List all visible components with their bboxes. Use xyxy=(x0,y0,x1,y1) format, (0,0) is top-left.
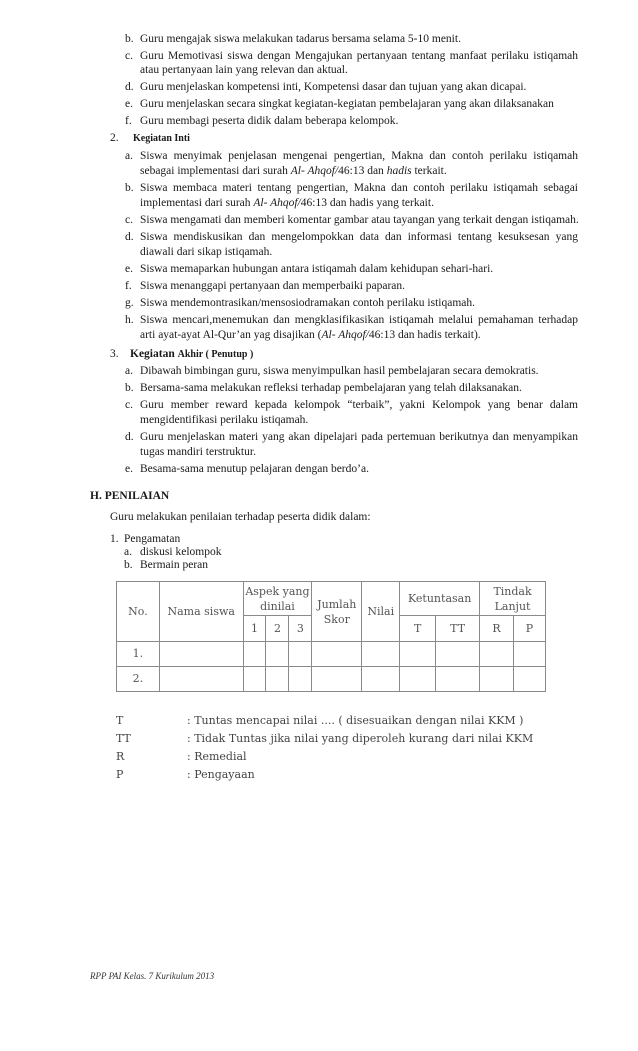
header-tindak-lanjut: Tindak Lanjut xyxy=(480,582,546,616)
list-item: Besama-sama menutup pelajaran dengan berdo’a. xyxy=(140,463,369,475)
header-t: T xyxy=(400,616,436,642)
list-item: Siswa menyimak penjelasan mengenai pengertian, Makna dan contoh perilaku istiqamah xyxy=(140,150,578,162)
section-number: 2. xyxy=(110,132,119,144)
list-item: Siswa mengamati dan memberi komentar gambar atau tayangan yang terkait dengan istiqamah. xyxy=(140,214,579,226)
legend-value: : Pengayaan xyxy=(187,768,255,781)
row-number: 1. xyxy=(117,642,160,667)
header-aspek-2: 2 xyxy=(266,616,289,642)
list-item: Guru menjelaskan kompetensi inti, Kompetensi dasar dan tujuan yang akan dicapai. xyxy=(140,81,527,93)
list-item-continuation: diawali dari sikap istiqamah. xyxy=(140,246,273,258)
list-item: Guru Memotivasi siswa dengan Mengajukan pertanyaan tentang manfaat perilaku istiqamah xyxy=(140,50,578,62)
list-item: diskusi kelompok xyxy=(140,546,222,558)
section-heading: H. PENILAIAN xyxy=(90,490,170,502)
header-tt: TT xyxy=(436,616,480,642)
list-item: Dibawah bimbingan guru, siswa menyimpulkan hasil pembelajaran secara demokratis. xyxy=(140,365,539,377)
list-letter: b. xyxy=(124,559,133,571)
list-item-continuation: tugas mandiri terstruktur. xyxy=(140,446,256,458)
header-r: R xyxy=(480,616,514,642)
list-item: Siswa menanggapi pertanyaan dan memperbaiki paparan. xyxy=(140,280,406,292)
list-item: Guru menjelaskan secara singkat kegiatan-kegiatan pembelajaran yang akan dilaksanakan xyxy=(140,98,554,110)
section-title: Kegiatan Inti xyxy=(133,133,190,144)
subsection-title: Pengamatan xyxy=(124,533,181,545)
list-letter: f. xyxy=(125,280,132,292)
header-aspek-3: 3 xyxy=(289,616,312,642)
list-item-continuation: implementasi dari surah Al- Ahqof/46:13 dan hadis yang terkait. xyxy=(140,197,434,209)
list-item-continuation: mengidentifikasi perilaku istiqamah. xyxy=(140,414,309,426)
list-letter: e. xyxy=(125,98,133,110)
header-nilai: Nilai xyxy=(362,582,400,642)
list-letter: b. xyxy=(125,182,134,194)
list-item-continuation: arti ayat-ayat Al-Qur’an yag disajikan (Al- Ahqof/46:13 dan hadis terkait). xyxy=(140,329,481,341)
list-item: Siswa membaca materi tentang pengertian, Makna dan contoh perilaku istiqamah sebagai xyxy=(140,182,578,194)
page-footer: RPP PAI Kelas. 7 Kurikulum 2013 xyxy=(90,971,215,981)
list-letter: b. xyxy=(125,33,134,45)
list-item-continuation: sebagai implementasi dari surah Al- Ahqof/46:13 dan hadis terkait. xyxy=(140,165,447,177)
legend-key: R xyxy=(116,750,125,763)
list-item: Siswa mendiskusikan dan mengelompokkan data dan informasi tentang kesuksesan yang xyxy=(140,231,578,243)
header-aspek-1: 1 xyxy=(243,616,266,642)
list-item: Bermain peran xyxy=(140,559,209,571)
assessment-table xyxy=(116,581,546,692)
list-item-continuation: atau pertanyaan lain yang relevan dan aktual. xyxy=(140,64,348,76)
list-letter: c. xyxy=(125,214,133,226)
legend-key: P xyxy=(116,768,124,781)
header-ketuntasan: Ketuntasan xyxy=(400,582,480,616)
list-letter: d. xyxy=(125,231,134,243)
header-nama-siswa: Nama siswa xyxy=(159,582,243,642)
section-number: 3. xyxy=(110,348,119,360)
list-letter: g. xyxy=(125,297,134,309)
list-item: Siswa mencari,menemukan dan mengklasifikasikan istiqamah melalui pemahaman terhadap xyxy=(140,314,578,326)
list-letter: a. xyxy=(125,150,133,162)
list-letter: d. xyxy=(125,431,134,443)
list-letter: c. xyxy=(125,50,133,62)
legend-key: TT xyxy=(116,732,131,745)
list-item: Guru membagi peserta didik dalam beberapa kelompok. xyxy=(140,115,399,127)
legend-key: T xyxy=(116,714,124,727)
table-row xyxy=(117,667,546,692)
list-item: Guru member reward kepada kelompok “terbaik”, yakni Kelompok yang benar dalam xyxy=(140,399,578,411)
list-letter: b. xyxy=(125,382,134,394)
row-number: 2. xyxy=(117,667,160,692)
list-number: 1. xyxy=(110,533,119,545)
list-letter: f. xyxy=(125,115,132,127)
list-letter: h. xyxy=(125,314,134,326)
list-item: Siswa mendemontrasikan/mensosiodramakan contoh perilaku istiqamah. xyxy=(140,297,476,309)
list-item: Guru mengajak siswa melakukan tadarus bersama selama 5-10 menit. xyxy=(140,33,461,45)
header-aspek: Aspek yang dinilai xyxy=(243,582,312,616)
header-no: No. xyxy=(117,582,160,642)
list-item: Siswa memaparkan hubungan antara istiqamah dalam kehidupan sehari-hari. xyxy=(140,263,494,275)
legend-value: : Remedial xyxy=(187,750,247,763)
legend-value: : Tidak Tuntas jika nilai yang diperoleh kurang dari nilai KKM xyxy=(187,732,534,745)
header-jumlah-skor: Jumlah Skor xyxy=(312,582,362,642)
table-row xyxy=(117,642,546,667)
list-item: Bersama-sama melakukan refleksi terhadap pembelajaran yang telah dilaksanakan. xyxy=(140,382,522,394)
list-letter: e. xyxy=(125,263,133,275)
paragraph: Guru melakukan penilaian terhadap peserta didik dalam: xyxy=(110,511,371,523)
list-letter: c. xyxy=(125,399,133,411)
list-item: Guru menjelaskan materi yang akan dipelajari pada pertemuan berikutnya dan menyampikan xyxy=(140,431,578,443)
list-letter: a. xyxy=(125,365,133,377)
legend-value: : Tuntas mencapai nilai .... ( disesuaikan dengan nilai KKM ) xyxy=(187,714,524,727)
list-letter: a. xyxy=(124,546,132,558)
section-title: Kegiatan Akhir ( Penutup ) xyxy=(130,348,254,360)
list-letter: d. xyxy=(125,81,134,93)
header-p: P xyxy=(514,616,546,642)
list-letter: e. xyxy=(125,463,133,475)
